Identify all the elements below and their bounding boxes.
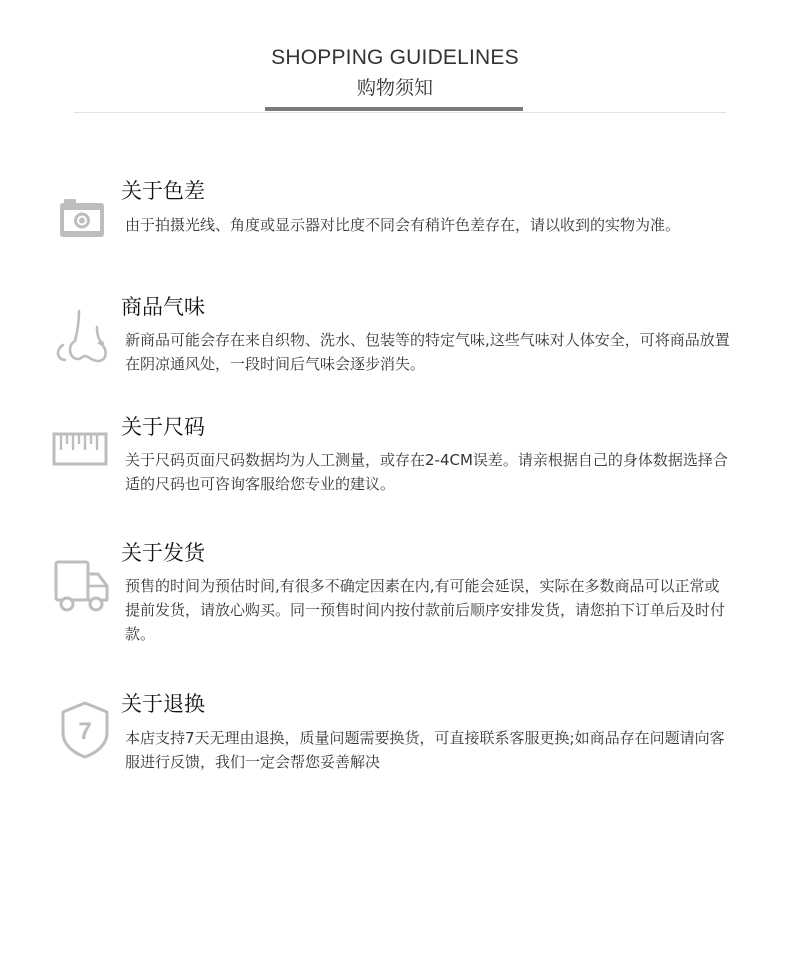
section-title: 关于色差 [121,179,205,203]
section-body: 新商品可能会存在来自织物、洗水、包装等的特定气味,这些气味对人体安全，可将商品放置在阴凉通风处，一段时间后气味会逐步消失。 [125,331,730,373]
section-body: 本店支持7天无理由退换，质量问题需要换货，可直接联系客服更换;如商品存在问题请向客服进行反馈，我们一定会帮您妥善解决 [125,729,725,771]
seven-day-return-icon [60,701,110,759]
header-divider [74,112,726,113]
guidelines-header [0,44,790,102]
section-body: 关于尺码页面尺码数据均为人工测量，或存在2-4CM误差。请亲根据自己的身体数据选择合适的尺码也可咨询客服给您专业的建议。 [125,451,728,493]
seven-day-number: 7 [78,718,92,745]
section-body: 预售的时间为预估时间,有很多不确定因素在内,有可能会延误，实际在多数商品可以正常或提前发货，请放心购买。同一预售时间内按付款前后顺序安排发货，请您拍下订单后及时付款。 [125,577,726,643]
section-title: 关于退换 [121,692,205,716]
page-title-zh: 购物须知 [356,77,433,99]
nose-icon [53,309,111,365]
section-title: 关于发货 [121,541,205,565]
ruler-icon [52,432,108,466]
title-underline [265,107,523,111]
page-title-en: SHOPPING GUIDELINES [271,46,519,69]
truck-icon [54,560,110,614]
camera-icon [57,197,107,241]
section-body: 由于拍摄光线、角度或显示器对比度不同会有稍许色差存在，请以收到的实物为准。 [125,216,681,234]
section-title: 关于尺码 [121,415,205,439]
section-title: 商品气味 [121,295,205,319]
